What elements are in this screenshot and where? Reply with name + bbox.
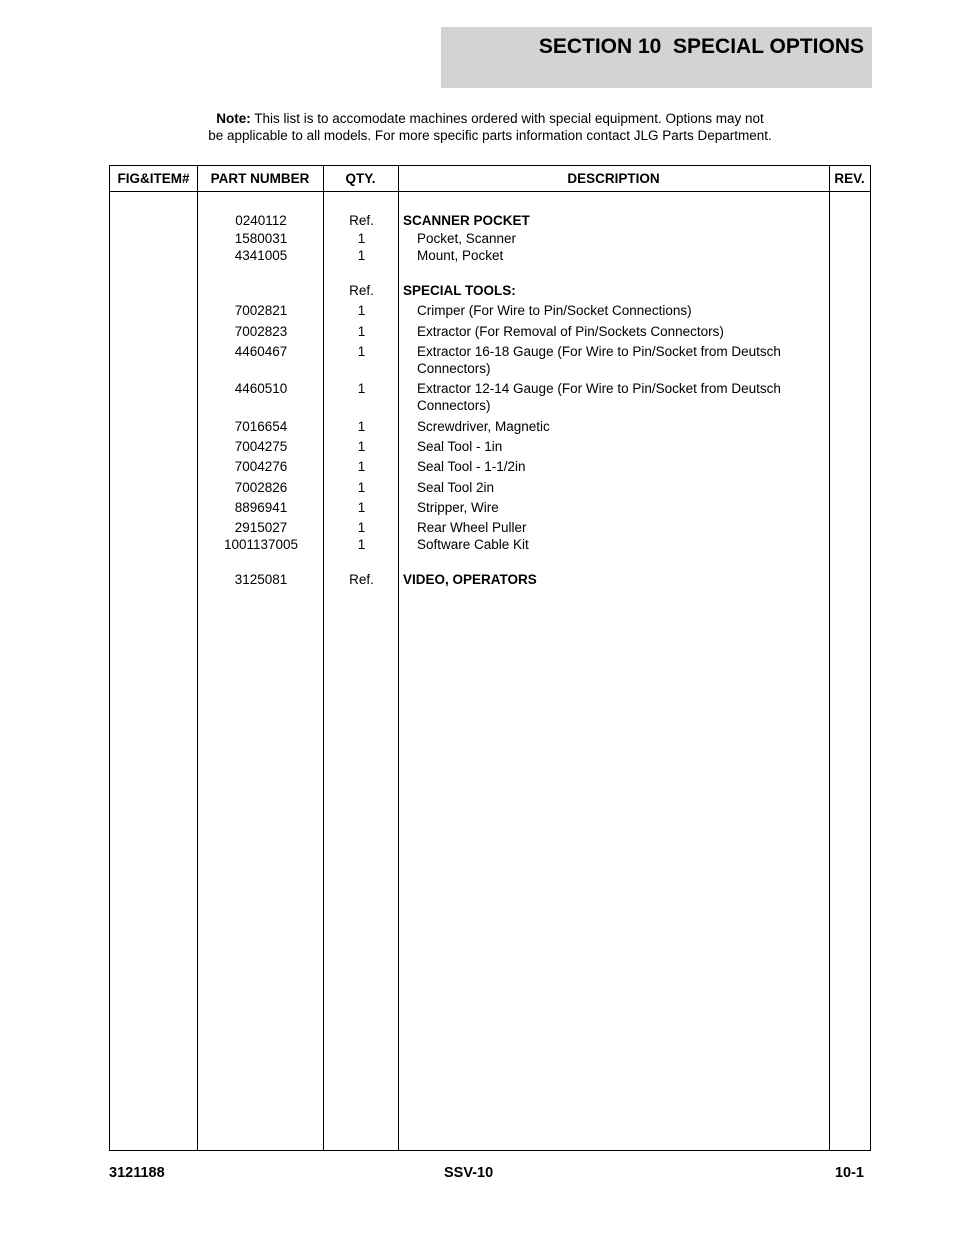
qty-cell: 1 bbox=[357, 439, 366, 454]
part-number-cell: 0240112 bbox=[235, 213, 287, 228]
description-cell: Seal Tool - 1-1/2in bbox=[417, 459, 526, 474]
qty-cell: 1 bbox=[357, 344, 366, 359]
header-fig-item: FIG&ITEM# bbox=[117, 171, 190, 186]
header-divider bbox=[110, 191, 870, 192]
column-divider bbox=[829, 166, 830, 1150]
description-cell: Stripper, Wire bbox=[417, 500, 499, 515]
description-cell: Seal Tool 2in bbox=[417, 480, 495, 495]
qty-cell: 1 bbox=[357, 381, 366, 396]
description-cell: Rear Wheel Puller bbox=[417, 520, 527, 535]
group-heading: VIDEO, OPERATORS bbox=[403, 572, 537, 587]
qty-cell: 1 bbox=[357, 480, 366, 495]
part-number-cell: 4341005 bbox=[234, 248, 288, 263]
description-cell: Extractor 12-14 Gauge (For Wire to Pin/Socket from Deutsch Connectors) bbox=[417, 381, 781, 413]
footer-page-number: 10-1 bbox=[834, 1165, 864, 1181]
qty-cell: 1 bbox=[357, 324, 366, 339]
qty-cell: 1 bbox=[357, 459, 366, 474]
part-number-cell: 7002826 bbox=[234, 480, 288, 495]
description-cell: Mount, Pocket bbox=[417, 248, 504, 263]
qty-cell: 1 bbox=[357, 248, 366, 263]
part-number-cell: 7016654 bbox=[234, 419, 288, 434]
header-part-number: PART NUMBER bbox=[210, 171, 310, 186]
qty-cell: 1 bbox=[357, 520, 366, 535]
description-cell: Extractor 16-18 Gauge (For Wire to Pin/Socket from Deutsch Connectors) bbox=[417, 344, 781, 376]
qty-cell: Ref. bbox=[349, 283, 374, 298]
description-cell: Pocket, Scanner bbox=[417, 231, 517, 246]
description-cell: Seal Tool - 1in bbox=[417, 439, 503, 454]
part-number-cell: 7004276 bbox=[234, 459, 288, 474]
description-cell: Software Cable Kit bbox=[417, 537, 529, 552]
qty-cell: 1 bbox=[357, 500, 366, 515]
header-rev: REV. bbox=[834, 171, 865, 186]
part-number-cell: 7002821 bbox=[234, 303, 288, 318]
description-cell: Screwdriver, Magnetic bbox=[417, 419, 550, 434]
part-number-cell: 1001137005 bbox=[223, 537, 299, 552]
qty-cell: 1 bbox=[357, 537, 366, 552]
qty-cell: 1 bbox=[357, 231, 366, 246]
footer-model: SSV-10 bbox=[444, 1165, 494, 1181]
part-number-cell: 8896941 bbox=[234, 500, 288, 515]
description-cell: Extractor (For Removal of Pin/Sockets Connectors) bbox=[417, 324, 724, 339]
part-number-cell: 7004275 bbox=[234, 439, 288, 454]
footer-doc-number: 3121188 bbox=[109, 1165, 165, 1181]
group-heading: SPECIAL TOOLS: bbox=[403, 283, 516, 298]
group-heading: SCANNER POCKET bbox=[403, 213, 530, 228]
qty-cell: Ref. bbox=[349, 213, 374, 228]
header-description: DESCRIPTION bbox=[567, 171, 660, 186]
note-line2: be applicable to all models. For more specific parts information contact JLG Parts Department. bbox=[208, 128, 772, 143]
note-line1: This list is to accomodate machines ordered with special equipment. Options may not bbox=[254, 111, 764, 126]
part-number-cell: 4460467 bbox=[234, 344, 288, 359]
part-number-cell: 3125081 bbox=[234, 572, 288, 587]
parts-table bbox=[109, 165, 871, 1151]
part-number-cell: 4460510 bbox=[234, 381, 288, 396]
qty-cell: Ref. bbox=[349, 572, 374, 587]
qty-cell: 1 bbox=[357, 419, 366, 434]
section-header bbox=[441, 27, 872, 88]
section-title: SECTION 10 SPECIAL OPTIONS bbox=[538, 35, 864, 58]
part-number-cell: 1580031 bbox=[234, 231, 288, 246]
header-qty: QTY. bbox=[345, 171, 376, 186]
description-cell: Crimper (For Wire to Pin/Socket Connections) bbox=[417, 303, 692, 318]
qty-cell: 1 bbox=[357, 303, 366, 318]
note-label: Note: bbox=[216, 111, 251, 126]
part-number-cell: 2915027 bbox=[234, 520, 288, 535]
note bbox=[110, 110, 870, 144]
part-number-cell: 7002823 bbox=[234, 324, 288, 339]
